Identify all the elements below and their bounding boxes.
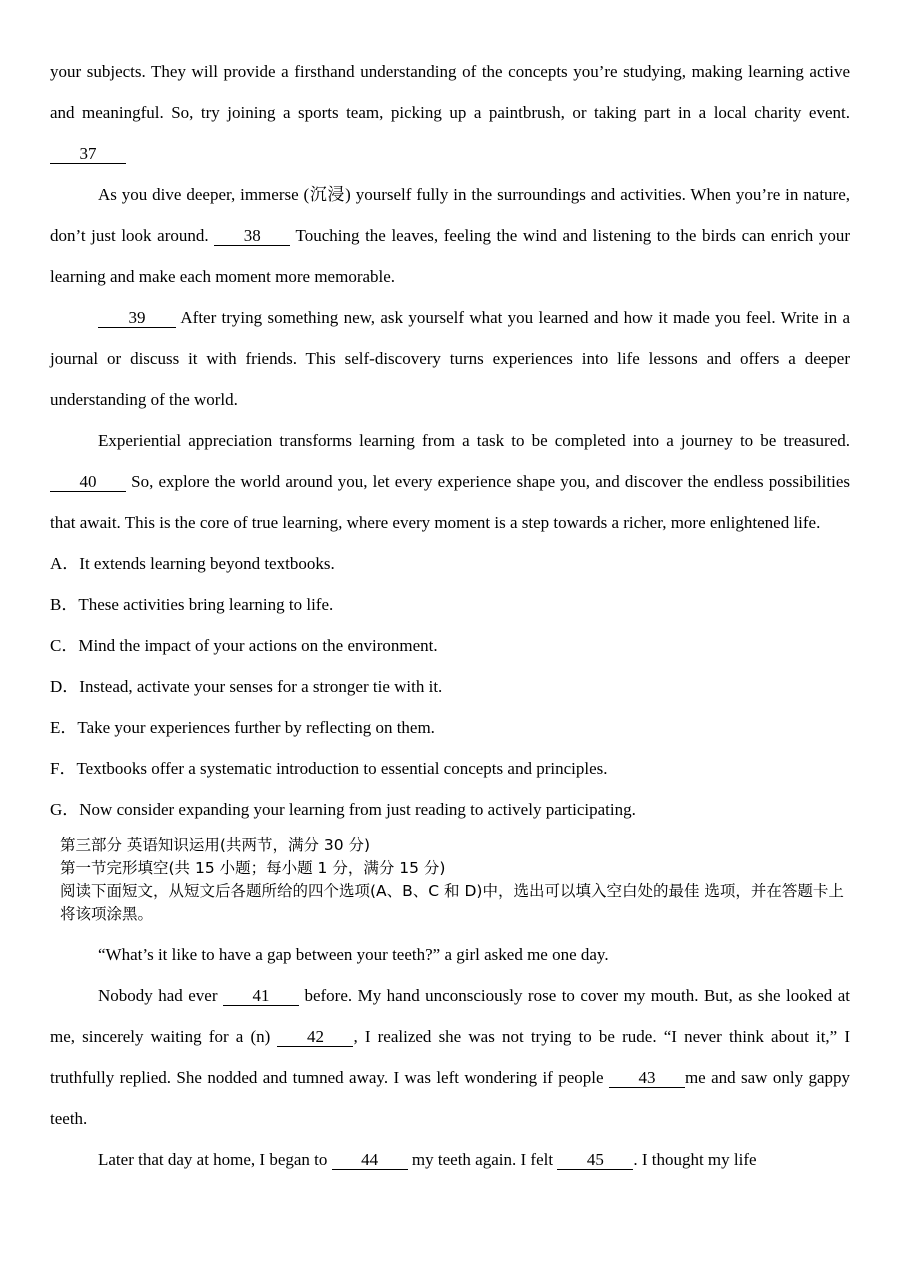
paragraph-text: . I thought my life [633, 1150, 757, 1169]
answer-blank-45: 45 [557, 1151, 633, 1170]
option-d: D．Instead, activate your senses for a stronger tie with it. [50, 677, 443, 696]
passage2-paragraph-1: “What’s it like to have a gap between your teeth?” a girl asked me one day. [98, 945, 609, 964]
passage2-paragraph-2 [50, 975, 850, 1139]
passage1-paragraph-4 [50, 420, 850, 543]
option-b: B．These activities bring learning to life. [50, 595, 334, 614]
paragraph-text: Experiential appreciation transforms learning from a task to be completed into a journey to be treasured. [98, 431, 850, 450]
paragraph-text: before. My hand unconsciously rose to cover my mouth. But, as she looked at me, sincerely waiting for a (n) [50, 986, 851, 1046]
option-f: F．Textbooks offer a systematic introduction to essential concepts and principles. [50, 759, 608, 778]
paragraph-text: After trying something new, ask yourself what you learned and how it made you feel. Write in a journal or discuss it with friends. This self-discovery turns experiences into life lessons and offers a deeper understanding of the world. [50, 308, 851, 409]
answer-blank-40: 40 [50, 473, 126, 492]
section-subheading: 第一节完形填空(共 15 小题；每小题 1 分，满分 15 分) [60, 859, 446, 877]
answer-blank-42: 42 [277, 1028, 353, 1047]
answer-blank-43: 43 [609, 1069, 685, 1088]
section-heading: 第三部分 英语知识运用(共两节，满分 30 分) [60, 836, 371, 854]
section-instruction: 阅读下面短文，从短文后各题所给的四个选项(A、B、C 和 D)中，选出可以填入空白处的最佳 选项，并在答题卡上将该项涂黑。 [60, 882, 844, 923]
answer-blank-37: 37 [50, 145, 126, 164]
passage1-paragraph-3 [50, 297, 850, 420]
paragraph-text: As you dive deeper, immerse (沉浸) yourself fully in the surroundings and activities. When you’re in nature, don’t just look around. [50, 185, 850, 245]
answer-blank-41: 41 [223, 987, 299, 1006]
option-a: A．It extends learning beyond textbooks. [50, 554, 335, 573]
passage1-paragraph-1 [50, 51, 850, 174]
paragraph-text: Nobody had ever [98, 986, 218, 1005]
document-page [50, 51, 850, 1180]
paragraph-text: Touching the leaves, feeling the wind and listening to the birds can enrich your learning and make each moment more memorable. [50, 226, 851, 286]
paragraph-text: , I realized she was not trying to be rude. “I never think about it,” I truthfully replied. She nodded and tumned away. I was left wondering if people [50, 1027, 851, 1087]
answer-blank-44: 44 [332, 1151, 408, 1170]
option-c: C．Mind the impact of your actions on the environment. [50, 636, 438, 655]
section-3-header [50, 834, 850, 926]
paragraph-text: my teeth again. I felt [411, 1150, 554, 1169]
answer-blank-39: 39 [98, 309, 176, 328]
option-g: G．Now consider expanding your learning from just reading to actively participating. [50, 800, 636, 819]
paragraph-text: So, explore the world around you, let every experience shape you, and discover the endless possibilities that await. This is the core of true learning, where every moment is a step towards a richer, more enlightened life. [50, 472, 851, 532]
passage1-paragraph-2 [50, 174, 850, 297]
options-list [50, 543, 850, 830]
paragraph-text: your subjects. They will provide a firsthand understanding of the concepts you’re studying, making learning active and meaningful. So, try joining a sports team, picking up a paintbrush, or taking part in a local charity event. [50, 62, 850, 122]
option-e: E．Take your experiences further by reflecting on them. [50, 718, 435, 737]
paragraph-text: me and saw only gappy teeth. [50, 1068, 850, 1128]
paragraph-text: Later that day at home, I began to [98, 1150, 328, 1169]
answer-blank-38: 38 [214, 227, 290, 246]
passage2-paragraph-3 [50, 1139, 850, 1180]
